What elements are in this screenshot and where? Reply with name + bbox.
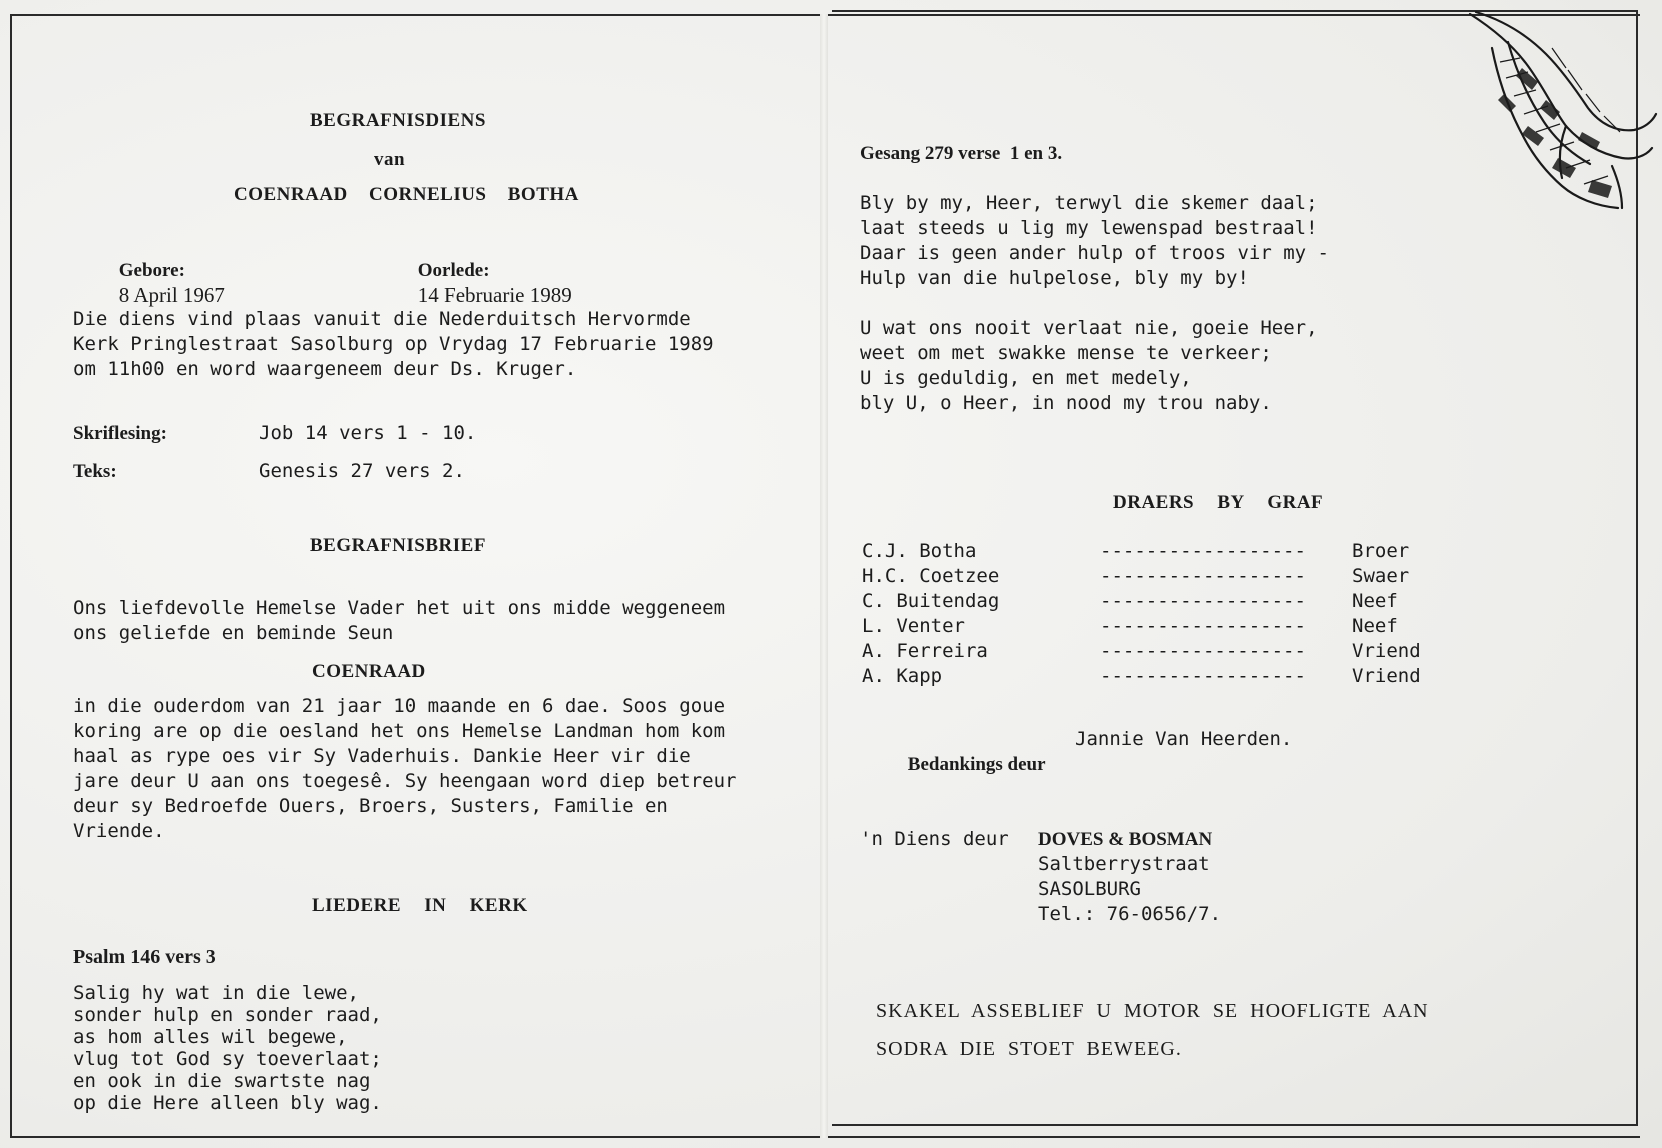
bearer-row (862, 540, 1442, 565)
letter-intro (73, 596, 725, 646)
undertaker-address (1038, 852, 1221, 927)
bearer-relation: Vriend (1352, 665, 1421, 687)
bearer-relation: Neef (1352, 615, 1398, 637)
bearer-dashes: ------------------ (1100, 565, 1306, 587)
hymn-verse-2 (860, 316, 1318, 416)
bearer-dashes: ------------------ (1100, 590, 1306, 612)
psalm-line: op die Here alleen bly wag. (73, 1092, 382, 1114)
hymn-line: U wat ons nooit verlaat nie, goeie Heer, (860, 317, 1318, 339)
text-label: Teks: (73, 461, 117, 482)
hymn-line: bly U, o Heer, in nood my trou naby. (860, 392, 1272, 414)
service-line: Kerk Pringlestraat Sasolburg op Vrydag 17 Februarie 1989 (73, 333, 714, 355)
bearer-name: C. Buitendag (862, 590, 1000, 612)
thanks-label: Bedankings deur (907, 754, 1046, 775)
psalm-line: sonder hulp en sonder raad, (73, 1004, 382, 1026)
bearer-row (862, 665, 1442, 690)
psalm-line: as hom alles wil begewe, (73, 1026, 348, 1048)
bearer-dashes: ------------------ (1100, 615, 1306, 637)
songs-heading: LIEDERE IN KERK (312, 895, 528, 916)
letter-line: Ons liefdevolle Hemelse Vader het uit ons midde weggeneem (73, 597, 726, 619)
bearers-list (862, 540, 1442, 690)
letter-line: Vriende. (73, 820, 165, 842)
service-line: om 11h00 en word waargeneem deur Ds. Kruger. (73, 358, 577, 380)
psalm-text (73, 982, 382, 1114)
bearer-name: L. Venter (862, 615, 965, 637)
bearer-dashes: ------------------ (1100, 665, 1306, 687)
bearer-name: A. Kapp (862, 665, 943, 687)
psalm-line: Salig hy wat in die lewe, (73, 982, 359, 1004)
praying-hands-icon (1462, 8, 1658, 216)
letter-line: jare deur U aan ons toegesê. Sy heengaan word diep betreur (73, 770, 737, 792)
thanks-value: Jannie Van Heerden. (1075, 728, 1293, 750)
undertaker-name: DOVES & BOSMAN (1038, 829, 1213, 850)
bearer-relation: Vriend (1352, 640, 1421, 662)
hymn-line: weet om met swakke mense te verkeer; (860, 342, 1272, 364)
letter-line: ons geliefde en beminde Seun (73, 622, 394, 644)
bearer-row (862, 615, 1442, 640)
born-label: Gebore: (118, 260, 185, 281)
bearer-relation: Broer (1352, 540, 1410, 562)
bearer-name: H.C. Coetzee (862, 565, 1000, 587)
bearer-dashes: ------------------ (1100, 540, 1306, 562)
address-line: Tel.: 76-0656/7. (1038, 903, 1222, 925)
bearer-relation: Neef (1352, 590, 1398, 612)
bearer-row (862, 565, 1442, 590)
letter-name: COENRAAD (312, 661, 426, 682)
letter-line: haal as rype oes vir Sy Vaderhuis. Dankie Heer vir die (73, 745, 691, 767)
address-line: SASOLBURG (1038, 878, 1141, 900)
hymn-line: Daar is geen ander hulp of troos vir my - (860, 242, 1329, 264)
bearer-dashes: ------------------ (1100, 640, 1306, 662)
letter-line: deur sy Bedroefde Ouers, Broers, Susters, Familie en (73, 795, 668, 817)
hymn-line: laat steeds u lig my lewenspad bestraal! (860, 217, 1318, 239)
hymn-line: Hulp van die hulpelose, bly my by! (860, 267, 1249, 289)
notice-line: SKAKEL ASSEBLIEF U MOTOR SE HOOFLIGTE AAN (876, 1000, 1429, 1022)
hymn-line: Bly by my, Heer, terwyl die skemer daal; (860, 192, 1318, 214)
service-details (73, 307, 714, 382)
psalm-line: vlug tot God sy toeverlaat; (73, 1048, 382, 1070)
reading-value: Job 14 vers 1 - 10. (259, 422, 477, 444)
hymn-title: Gesang 279 verse 1 en 3. (860, 143, 1063, 164)
headlights-notice (876, 992, 1429, 1068)
address-line: Saltberrystraat (1038, 853, 1210, 875)
bearer-row (862, 590, 1442, 615)
thanks-row (862, 727, 1046, 802)
letter-line: koring are op die oesland het ons Hemelse Landman hom kom (73, 720, 726, 742)
bearer-row (862, 640, 1442, 665)
psalm-line: en ook in die swartste nag (73, 1070, 371, 1092)
program-van: van (374, 149, 406, 170)
deceased-name: COENRAAD CORNELIUS BOTHA (234, 184, 579, 205)
bearer-name: C.J. Botha (862, 540, 977, 562)
undertaker-prefix: 'n Diens deur (860, 828, 1009, 850)
letter-heading: BEGRAFNISBRIEF (310, 535, 486, 556)
notice-line: SODRA DIE STOET BEWEEG. (876, 1038, 1182, 1060)
bearers-heading: DRAERS BY GRAF (1113, 492, 1324, 513)
text-value: Genesis 27 vers 2. (259, 460, 465, 482)
bearer-name: A. Ferreira (862, 640, 988, 662)
service-line: Die diens vind plaas vanuit die Nederduitsch Hervormde (73, 308, 691, 330)
letter-line: in die ouderdom van 21 jaar 10 maande en 6 dae. Soos goue (73, 695, 726, 717)
bearer-relation: Swaer (1352, 565, 1410, 587)
born-value: 8 April 1967 (118, 283, 225, 307)
psalm-title: Psalm 146 vers 3 (73, 946, 216, 968)
program-title: BEGRAFNISDIENS (310, 110, 486, 131)
died-value: 14 Februarie 1989 (417, 283, 572, 307)
reading-label: Skriflesing: (73, 423, 167, 444)
center-fold (820, 14, 828, 1138)
hymn-line: U is geduldig, en met medely, (860, 367, 1192, 389)
hymn-verse-1 (860, 191, 1329, 291)
died-label: Oorlede: (417, 260, 490, 281)
letter-body (73, 694, 736, 844)
